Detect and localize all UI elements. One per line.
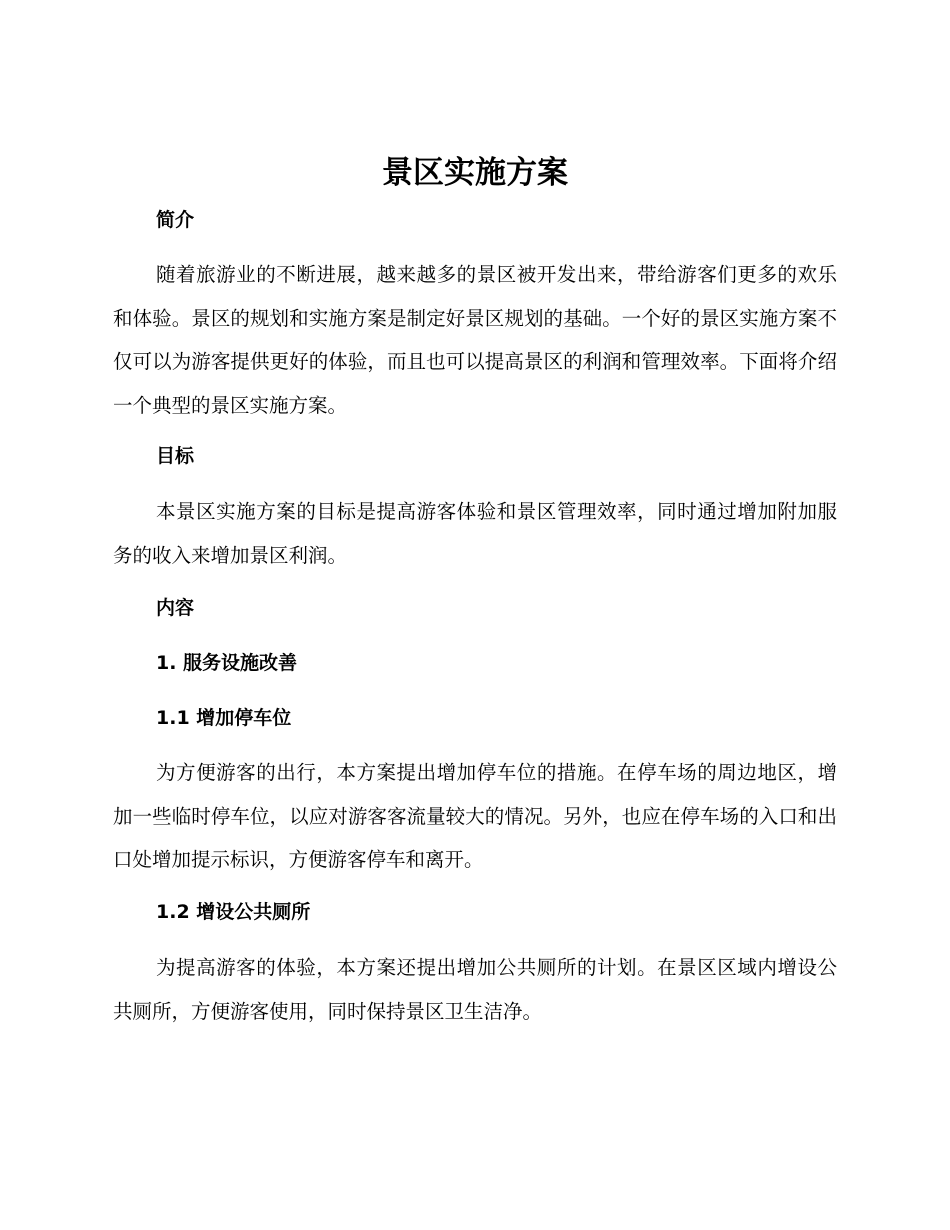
paragraph-parking: 为方便游客的出行，本方案提出增加停车位的措施。在停车场的周边地区，增加一些临时停车位，以应对游客客流量较大的情况。另外，也应在停车场的入口和出口处增加提示标识，方便游客停车和离开。 xyxy=(113,761,837,872)
section-heading-content: 内容 xyxy=(156,597,195,619)
paragraph-intro: 随着旅游业的不断进展，越来越多的景区被开发出来，带给游客们更多的欢乐和体验。景区的规划和实施方案是制定好景区规划的基础。一个好的景区实施方案不仅可以为游客提供更好的体验，而且也可以提高景区的利润和管理效率。下面将介绍一个典型的景区实施方案。 xyxy=(113,263,837,417)
paragraph-goal: 本景区实施方案的目标是提高游客体验和景区管理效率，同时通过增加附加服务的收入来增加景区利润。 xyxy=(113,500,837,567)
document-title: 景区实施方案 xyxy=(382,155,568,191)
paragraph-toilet: 为提高游客的体验，本方案还提出增加公共厕所的计划。在景区区域内增设公共厕所，方便游客使用，同时保持景区卫生洁净。 xyxy=(113,956,837,1023)
section-heading-intro: 简介 xyxy=(156,209,195,231)
section-heading-goal: 目标 xyxy=(156,445,195,467)
subsection-heading-parking: 1.1 增加停车位 xyxy=(156,707,292,729)
subsection-heading-service: 1. 服务设施改善 xyxy=(156,652,298,674)
subsection-heading-toilet: 1.2 增设公共厕所 xyxy=(156,901,311,923)
